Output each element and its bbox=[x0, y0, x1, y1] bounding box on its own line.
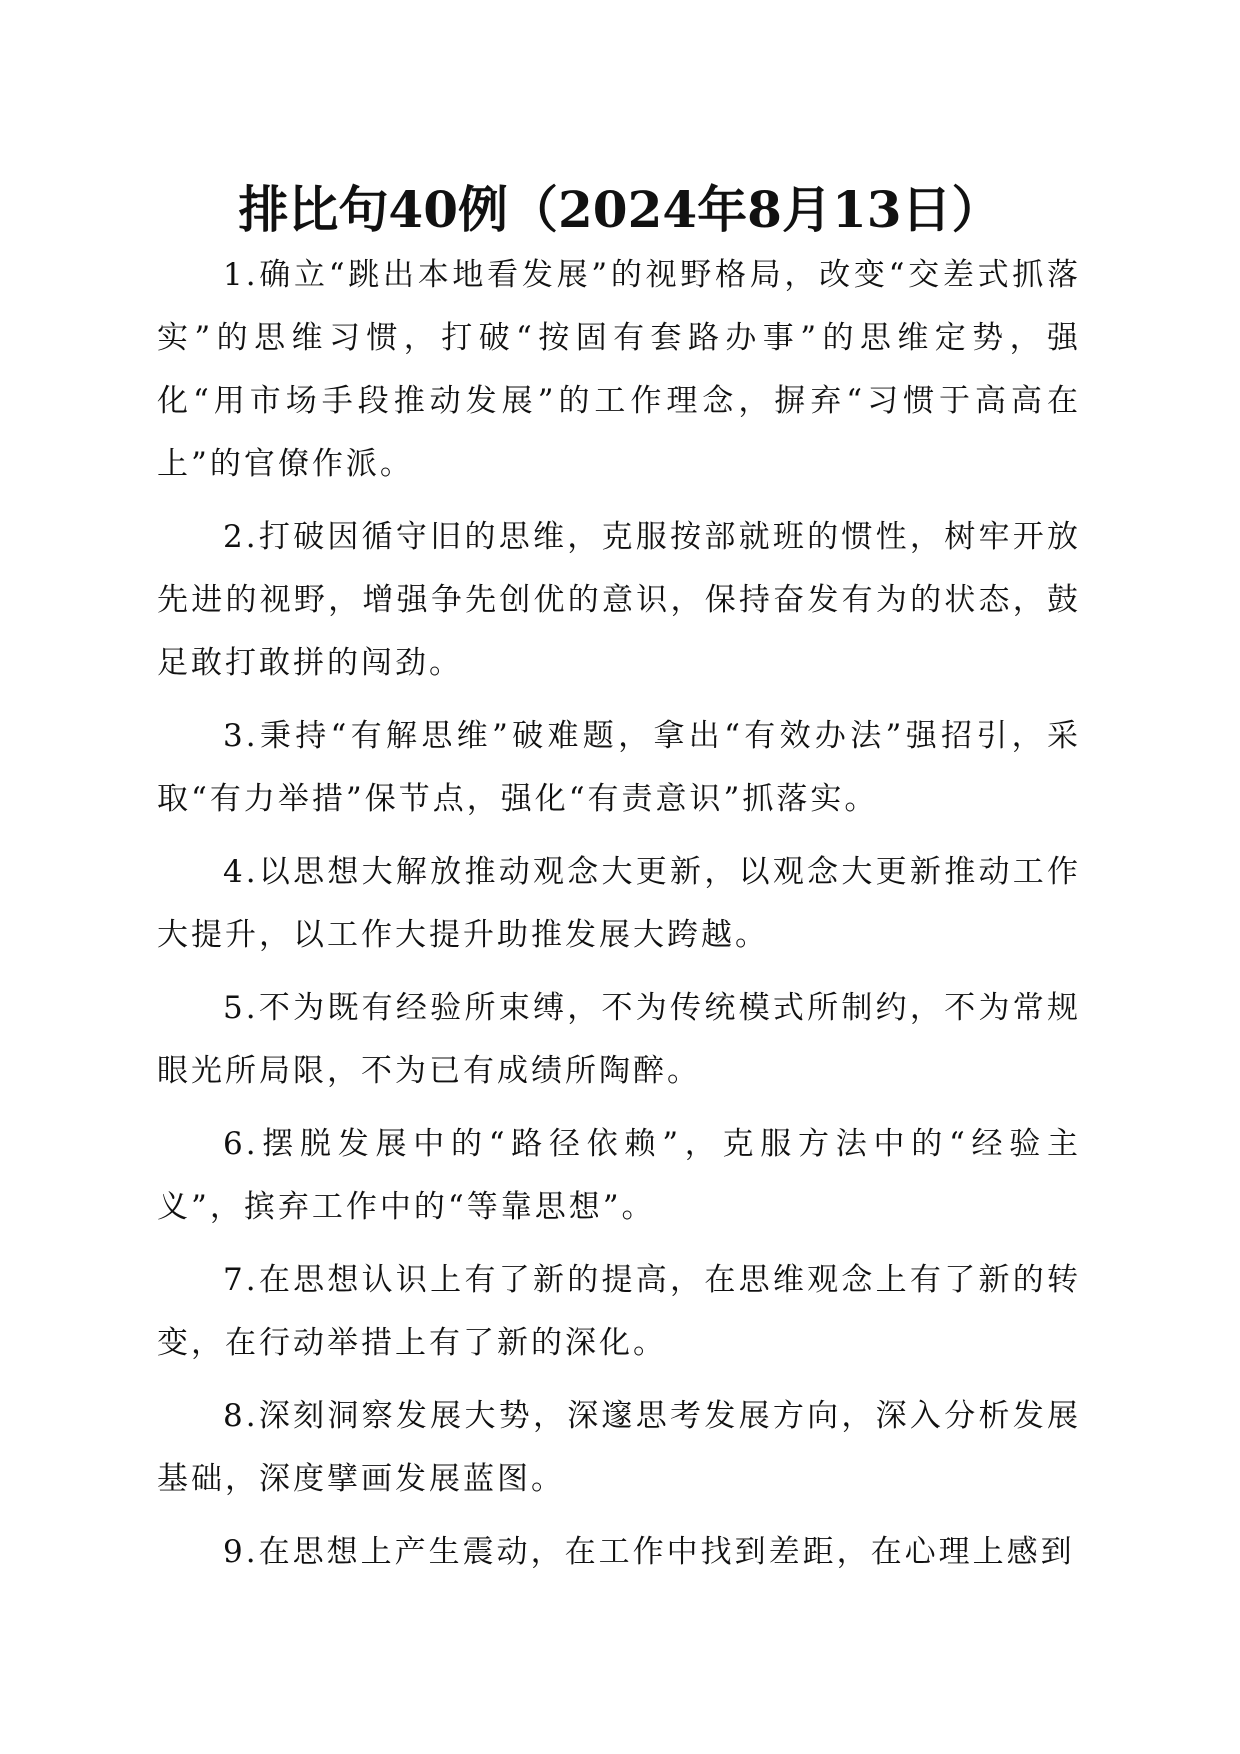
paragraph-1: 1.确立“跳出本地看发展”的视野格局，改变“交差式抓落实”的思维习惯，打破“按固有套路办事”的思维定势，强化“用市场手段推动发展”的工作理念，摒弃“习惯于高高在上”的官僚作派。 bbox=[157, 257, 1081, 482]
paragraph-3: 3.秉持“有解思维”破难题，拿出“有效办法”强招引，采取“有力举措”保节点，强化“有责意识”抓落实。 bbox=[157, 718, 1081, 817]
paragraph-9: 9.在思想上产生震动，在工作中找到差距，在心理上感到 bbox=[223, 1534, 1075, 1570]
paragraph-4: 4.以思想大解放推动观念大更新，以观念大更新推动工作大提升，以工作大提升助推发展大跨越。 bbox=[157, 854, 1081, 953]
paragraph-7: 7.在思想认识上有了新的提高，在思维观念上有了新的转变，在行动举措上有了新的深化。 bbox=[157, 1262, 1081, 1361]
document-title: 排比句40例（2024年8月13日） bbox=[238, 180, 1002, 239]
paragraph-8: 8.深刻洞察发展大势，深邃思考发展方向，深入分析发展基础，深度擘画发展蓝图。 bbox=[157, 1398, 1081, 1497]
paragraph-2: 2.打破因循守旧的思维，克服按部就班的惯性，树牢开放先进的视野，增强争先创优的意识，保持奋发有为的状态，鼓足敢打敢拼的闯劲。 bbox=[157, 519, 1081, 681]
paragraph-6: 6.摆脱发展中的“路径依赖”，克服方法中的“经验主义”，摈弃工作中的“等靠思想”。 bbox=[157, 1126, 1081, 1225]
paragraph-5: 5.不为既有经验所束缚，不为传统模式所制约，不为常规眼光所局限，不为已有成绩所陶醉。 bbox=[157, 990, 1081, 1089]
document-body bbox=[157, 244, 1081, 1594]
